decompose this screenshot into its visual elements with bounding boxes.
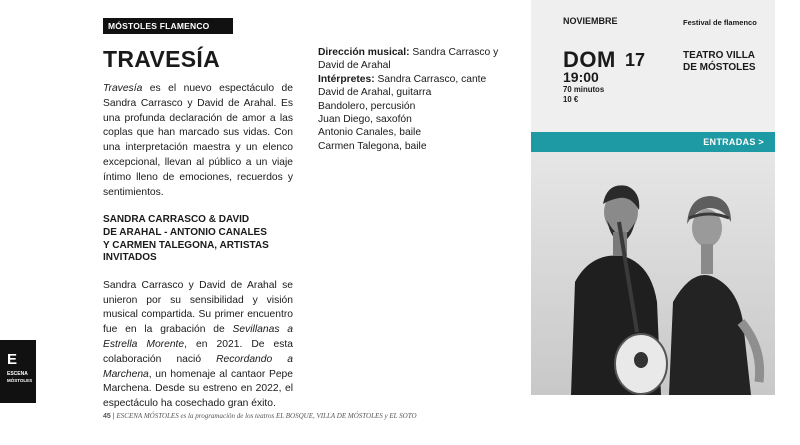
show-title-italic: Travesía (103, 83, 143, 94)
intro-text: es el nuevo espectáculo de Sandra Carrasco y David de Arahal. Es una profunda declaración de amor a las coplas que han marcado sus vidas. Con una interpretación maestra y un elenco excepcional, llevan al público a un viaje íntimo lleno de emociones, recuerdos y sentimientos. (103, 83, 293, 198)
bio-text: , en 2021. De esta colaboración nació (103, 338, 293, 365)
performer: Juan Diego, saxofón (318, 114, 412, 126)
performer: Carmen Talegona, baile (318, 140, 427, 152)
bio-text: , un homenaje al cantaor Pepe Marchena. Desde su estreno en 2022, el espectáculo ha cosechado gran éxito. (103, 368, 293, 410)
page-footer (103, 412, 417, 420)
logo-letter: E (7, 351, 18, 368)
subhead-line: SANDRA CARRASCO & DAVID (103, 214, 250, 226)
event-info-panel (531, 0, 775, 132)
artists-photo-illustration (531, 152, 775, 395)
performer: David de Arahal, guitarra (318, 87, 432, 99)
artists-subhead (103, 214, 293, 264)
bio-paragraph (103, 279, 293, 412)
subhead-line: Y CARMEN TALEGONA, ARTISTAS (103, 239, 269, 251)
bio-text: Sandra Carrasco y David de Arahal se unieron por su sensibilidad y visión musical compartida. Su primer encuentro fue en la grabación de (103, 279, 293, 336)
escena-mostoles-logo (0, 340, 36, 403)
event-venue (683, 50, 773, 73)
event-weekday: DOM (563, 47, 616, 72)
logo-text: ESCENA (7, 371, 28, 377)
logo-text: MÓSTOLES (7, 378, 33, 383)
bio-italic: Recordando a Marchena (103, 353, 294, 380)
intro-paragraph (103, 82, 293, 200)
page-title: TRAVESÍA (103, 46, 220, 72)
event-day-number: 17 (625, 50, 646, 70)
performer: Antonio Canales, baile (318, 127, 422, 139)
performer: Bandolero, percusión (318, 100, 416, 112)
subhead-line: DE ARAHAL - ANTONIO CANALES (103, 226, 267, 238)
description-column (103, 82, 293, 426)
tickets-button[interactable]: ENTRADAS > (531, 132, 775, 152)
footer-text: ESCENA MÓSTOLES es la programación de los teatros EL BOSQUE, VILLA DE MÓSTOLES y EL SOTO (116, 412, 417, 420)
event-month: NOVIEMBRE (563, 16, 618, 26)
direction-value: Sandra Carrasco y David de Arahal (318, 47, 499, 72)
subhead-line: INVITADOS (103, 252, 157, 264)
direction-credit (318, 46, 508, 73)
page-number: 45 (103, 413, 111, 420)
festival-label: Festival de flamenco (683, 18, 757, 27)
performer: Sandra Carrasco, cante (374, 73, 487, 85)
venue-line: DE MÓSTOLES (683, 61, 756, 73)
footer-separator: | (112, 413, 115, 420)
performers-credit (318, 73, 508, 86)
event-duration: 70 minutos (563, 85, 605, 94)
event-price: 10 € (563, 95, 579, 104)
credits-column (318, 46, 508, 153)
direction-label: Dirección musical: (318, 47, 410, 58)
venue-line: TEATRO VILLA (683, 50, 756, 61)
artists-photo (531, 152, 775, 395)
bio-italic: Sevillanas a Estrella Morente (103, 324, 294, 350)
performers-label: Intérpretes: (318, 73, 375, 85)
section-tag: MÓSTOLES FLAMENCO (103, 18, 233, 34)
event-time: 19:00 (563, 69, 599, 85)
